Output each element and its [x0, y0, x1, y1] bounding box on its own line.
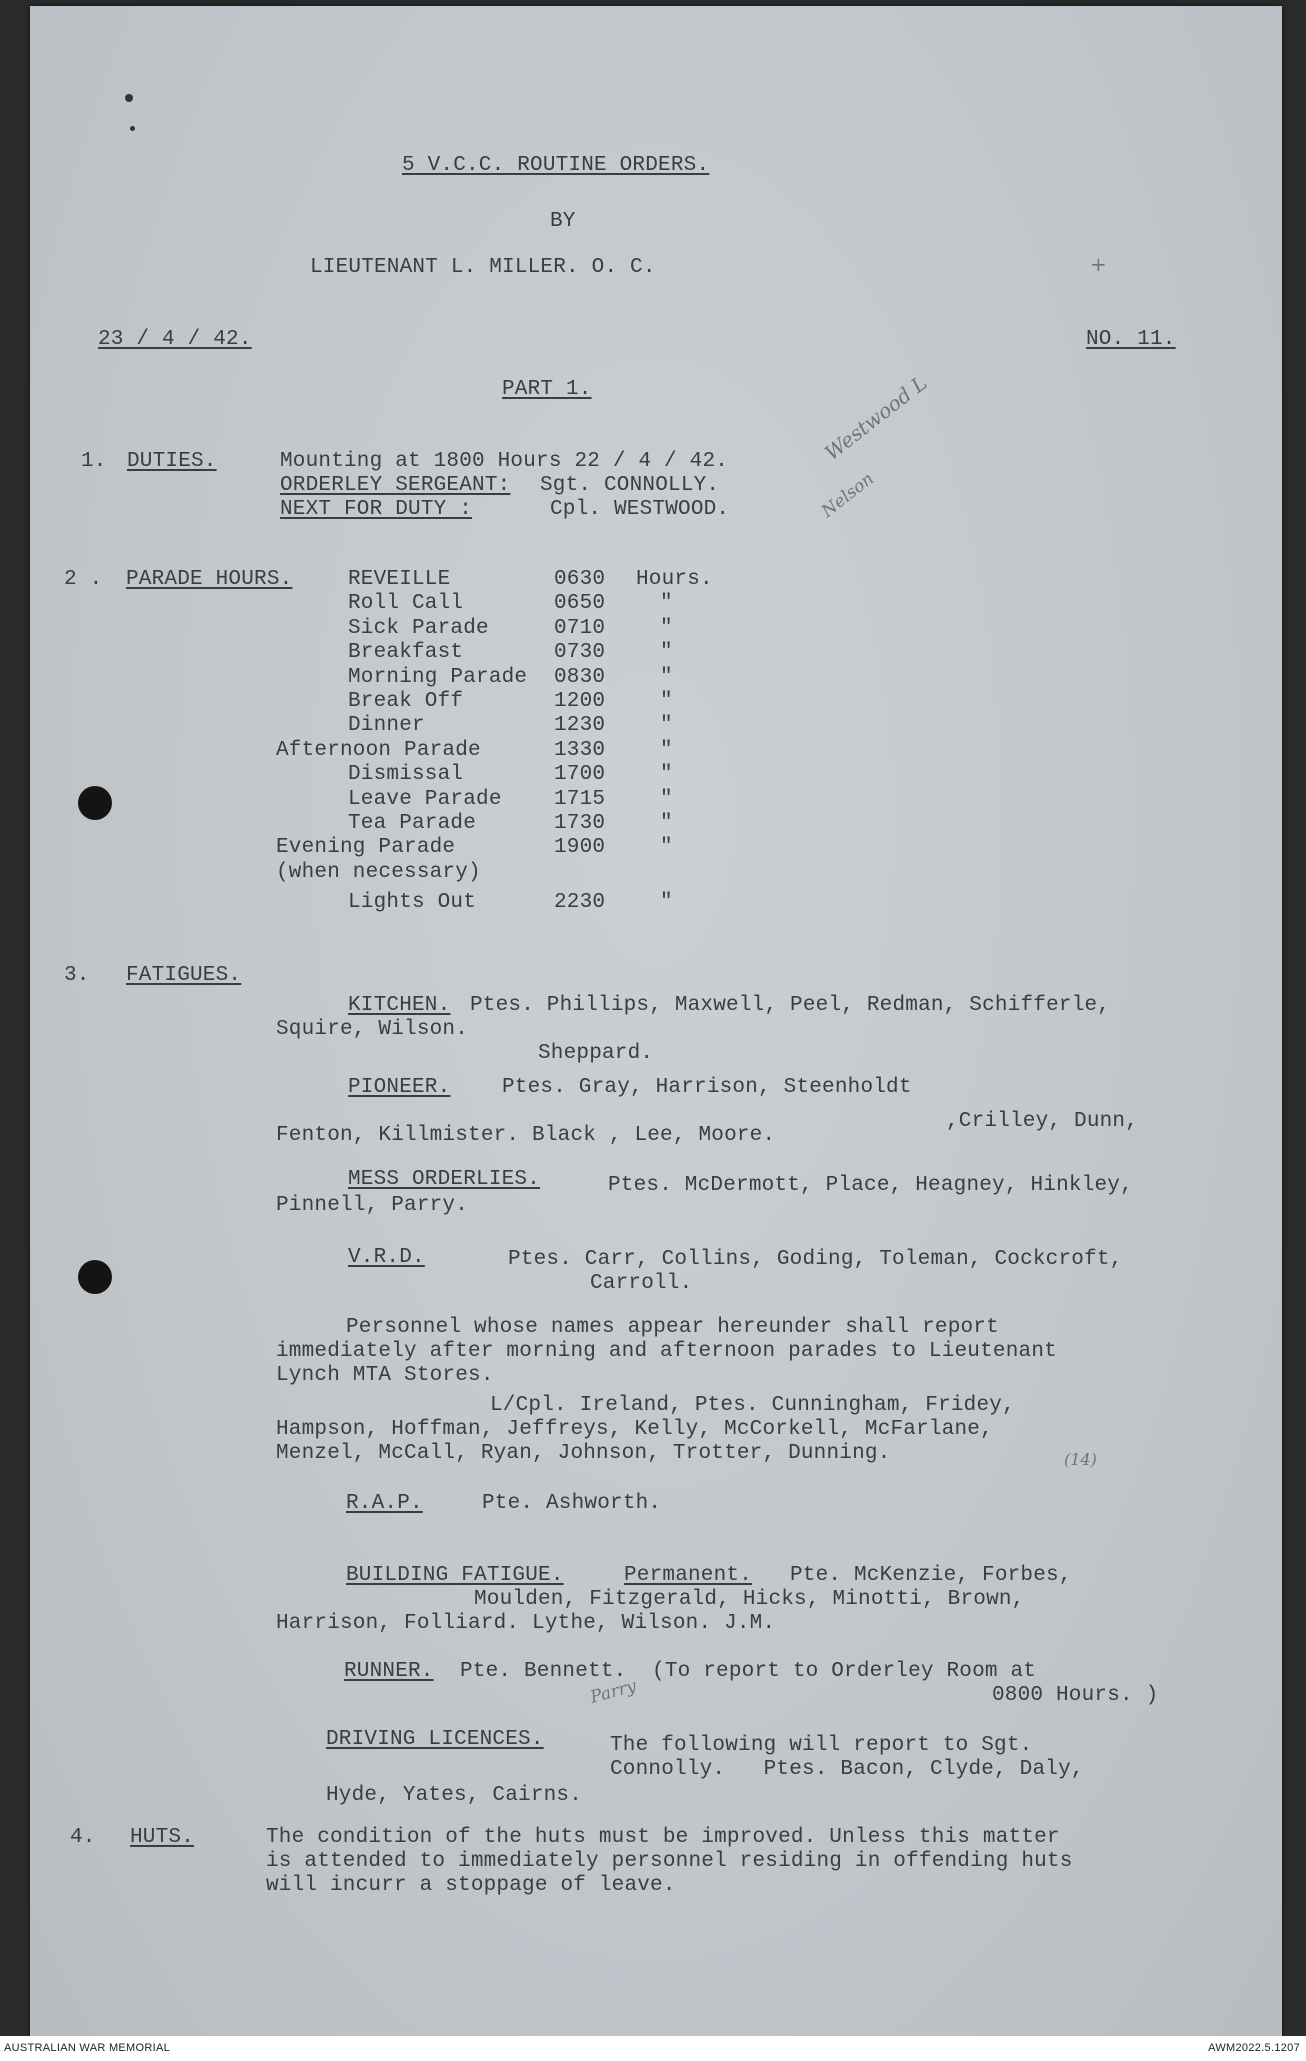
mess-orderlies-line-1: Ptes. McDermott, Place, Heagney, Hinkley,: [608, 1174, 1133, 1197]
runner-line-1: Pte. Bennett. (To report to Orderley Room at: [460, 1660, 1037, 1683]
handwritten-note-nelson: Nelson: [818, 468, 878, 522]
mess-orderlies-line-2: Pinnell, Parry.: [276, 1194, 469, 1217]
huts-line-2: is attended to immediately personnel residing in offending huts: [266, 1850, 1073, 1873]
rap-label: R.A.P.: [346, 1492, 423, 1515]
document-title: 5 V.C.C. ROUTINE ORDERS.: [402, 154, 710, 177]
personnel-line-3: Lynch MTA Stores.: [276, 1364, 494, 1387]
parade-row-unit: ": [660, 714, 673, 738]
ink-speck: [125, 94, 133, 102]
punch-hole-lower: [78, 1260, 112, 1294]
parade-row-name: Leave Parade: [348, 787, 502, 811]
huts-line-1: The condition of the huts must be improved. Unless this matter: [266, 1826, 1060, 1849]
fatigues-number: 3.: [64, 964, 90, 987]
parade-row-name: (when necessary): [276, 860, 481, 884]
parade-row-unit: ": [660, 616, 673, 640]
runner-label: RUNNER.: [344, 1660, 434, 1683]
parade-row-time: 1700: [554, 763, 606, 787]
parade-row-time: 1900: [554, 836, 606, 860]
parade-row-name: Sick Parade: [348, 616, 489, 640]
handwritten-note-westwood: Westwood L: [820, 370, 932, 465]
parade-row-name: Morning Parade: [348, 665, 528, 689]
parade-row-name: Evening Parade: [276, 836, 456, 860]
duties-heading: DUTIES.: [127, 450, 217, 473]
parade-heading: PARADE HOURS.: [126, 568, 293, 591]
next-for-duty-name: Cpl. WESTWOOD.: [550, 498, 730, 521]
kitchen-line-3: Sheppard.: [538, 1042, 654, 1065]
huts-line-3: will incurr a stoppage of leave.: [266, 1874, 676, 1897]
corner-mark: +: [1090, 252, 1107, 276]
order-number: NO. 11.: [1086, 328, 1176, 351]
duties-mounting: Mounting at 1800 Hours 22 / 4 / 42.: [280, 450, 729, 473]
orderly-sergeant-name: Sgt. CONNOLLY.: [540, 474, 720, 497]
parade-row-unit: ": [660, 787, 673, 811]
parade-row-unit: ": [660, 836, 673, 860]
building-fatigue-line-2: Moulden, Fitzgerald, Hicks, Minotti, Brown,: [474, 1588, 1025, 1611]
document-page: [30, 6, 1282, 2036]
by-line: BY: [550, 210, 576, 233]
duties-number: 1.: [81, 450, 107, 473]
driving-licences-line-3: Hyde, Yates, Cairns.: [326, 1784, 583, 1807]
parade-row-name: Break Off: [348, 690, 464, 713]
footer-institution: AUSTRALIAN WAR MEMORIAL: [4, 2042, 171, 2054]
personnel-line-4: L/Cpl. Ireland, Ptes. Cunningham, Fridey,: [490, 1394, 1015, 1417]
parade-row-unit: ": [660, 738, 673, 762]
order-date: 23 / 4 / 42.: [98, 328, 252, 351]
footer-accession-number: AWM2022.5.1207: [1208, 2042, 1300, 2054]
parade-row-unit: ": [660, 763, 673, 787]
personnel-line-2: immediately after morning and afternoon parades to Lieutenant: [276, 1340, 1057, 1363]
punch-hole-upper: [78, 786, 112, 820]
parade-row-name: Dismissal: [348, 763, 464, 787]
parade-row-time: 0630: [554, 568, 606, 591]
parade-row-time: 1330: [554, 738, 606, 762]
runner-line-2: 0800 Hours. ): [992, 1684, 1159, 1707]
personnel-line-1: Personnel whose names appear hereunder shall report: [346, 1316, 999, 1339]
huts-heading: HUTS.: [130, 1826, 195, 1849]
mess-orderlies-label: MESS ORDERLIES.: [348, 1168, 541, 1191]
parade-row-time: 0730: [554, 641, 606, 665]
parade-row-name: Lights Out: [348, 891, 477, 915]
pioneer-line-2b: Fenton, Killmister. Black , Lee, Moore.: [276, 1124, 776, 1147]
ink-speck: [130, 126, 135, 131]
parade-row-time: 0710: [554, 616, 606, 640]
driving-licences-line-2: Connolly. Ptes. Bacon, Clyde, Daly,: [610, 1758, 1084, 1781]
fatigues-heading: FATIGUES.: [126, 964, 242, 987]
huts-number: 4.: [70, 1826, 96, 1849]
personnel-line-6: Menzel, McCall, Ryan, Johnson, Trotter, Dunning.: [276, 1442, 891, 1465]
vrd-line-2: Carroll.: [590, 1272, 693, 1295]
handwritten-runner-note: Parry: [588, 1676, 639, 1708]
parade-row-name: Roll Call: [348, 592, 464, 616]
personnel-line-5: Hampson, Hoffman, Jeffreys, Kelly, McCorkell, McFarlane,: [276, 1418, 993, 1441]
building-fatigue-label: BUILDING FATIGUE.: [346, 1564, 564, 1587]
parade-row-unit: ": [660, 592, 673, 616]
driving-licences-line-1: The following will report to Sgt.: [610, 1734, 1033, 1757]
vrd-label: V.R.D.: [348, 1246, 425, 1269]
parade-row-name: Afternoon Parade: [276, 738, 481, 762]
rap-name: Pte. Ashworth.: [482, 1492, 662, 1515]
parade-row-time: 1715: [554, 787, 606, 811]
part-heading: PART 1.: [502, 378, 592, 401]
parade-row-time: 1230: [554, 714, 606, 738]
pioneer-label: PIONEER.: [348, 1076, 451, 1099]
building-fatigue-permanent: Permanent.: [624, 1564, 753, 1587]
parade-row-name: Dinner: [348, 714, 425, 738]
kitchen-line-2: Squire, Wilson.: [276, 1018, 469, 1041]
vrd-line-1: Ptes. Carr, Collins, Goding, Toleman, Cockcroft,: [508, 1248, 1123, 1271]
footer-bar: [0, 2036, 1306, 2061]
next-for-duty-label: NEXT FOR DUTY :: [280, 498, 473, 521]
parade-row-name: Tea Parade: [348, 812, 477, 835]
parade-row-time: 0650: [554, 592, 606, 616]
orderly-sergeant-label: ORDERLEY SERGEANT:: [280, 474, 511, 497]
parade-row-name: REVEILLE: [348, 568, 451, 591]
officer-line: LIEUTENANT L. MILLER. O. C.: [310, 256, 656, 279]
parade-row-unit: ": [660, 665, 673, 689]
pioneer-line-2a: ,Crilley, Dunn,: [946, 1110, 1139, 1133]
handwritten-count: (14): [1064, 1450, 1097, 1469]
building-fatigue-line-3: Harrison, Folliard. Lythe, Wilson. J.M.: [276, 1612, 776, 1635]
pioneer-line-1: Ptes. Gray, Harrison, Steenholdt: [502, 1076, 912, 1099]
parade-row-unit: Hours.: [636, 568, 713, 591]
parade-row-time: 1730: [554, 812, 606, 835]
parade-row-unit: ": [660, 641, 673, 665]
parade-row-time: 0830: [554, 665, 606, 689]
parade-row-time: 1200: [554, 690, 606, 713]
parade-row-time: 2230: [554, 891, 606, 915]
parade-row-unit: ": [660, 812, 673, 835]
driving-licences-label: DRIVING LICENCES.: [326, 1728, 544, 1751]
kitchen-line-1: Ptes. Phillips, Maxwell, Peel, Redman, Schifferle,: [470, 994, 1111, 1017]
parade-row-name: Breakfast: [348, 641, 464, 665]
parade-row-unit: ": [660, 690, 673, 713]
kitchen-label: KITCHEN.: [348, 994, 451, 1017]
building-fatigue-line-1: Pte. McKenzie, Forbes,: [790, 1564, 1072, 1587]
parade-row-unit: ": [660, 891, 673, 915]
parade-number: 2 .: [64, 568, 103, 591]
